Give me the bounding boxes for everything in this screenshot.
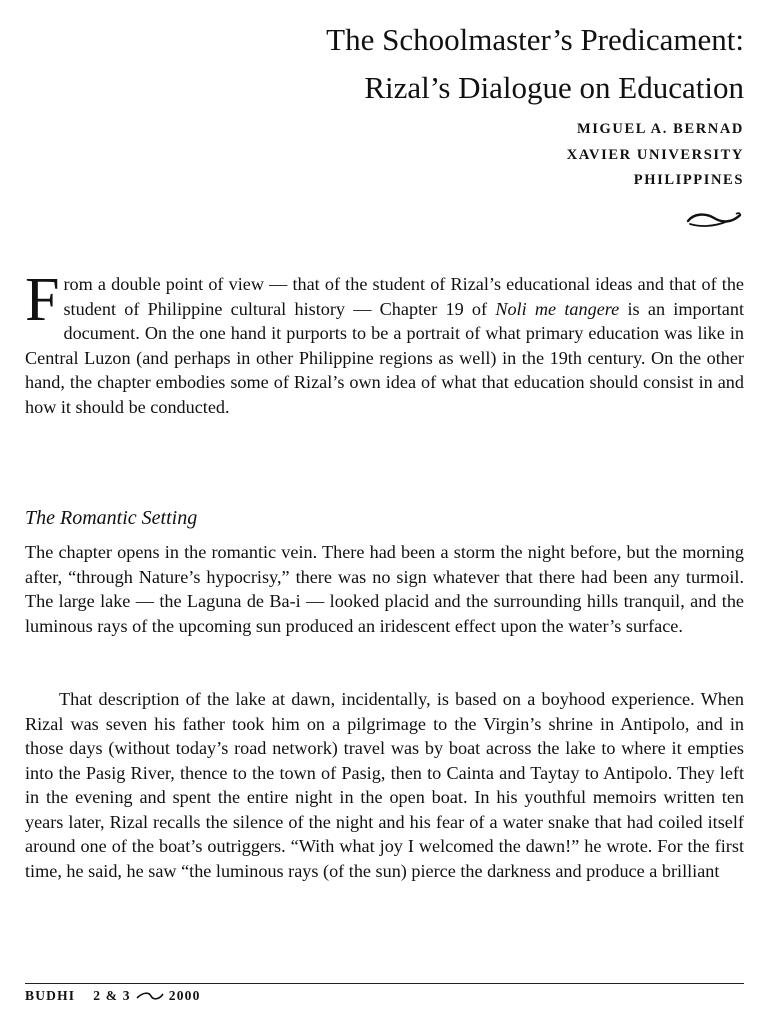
page-footer	[25, 988, 201, 1004]
intro-text-end: is an important document. On the one hand it purports to be a portrait of what primary education was like in Central Luzon (and perhaps in other Philippine regions as well) in the 19th century. On the other hand, the chapter embodies some of Rizal’s own idea of what that education should consist in and how it should be conducted.	[25, 298, 745, 417]
paragraph-text: The chapter opens in the romantic vein. There had been a storm the night before, but the morning after, “through Nature’s hypocrisy,” there was no sign whatever that there had been any turmoil. The large lake — the Laguna de Ba-i — looked placid and the surrounding hills tranquil, and the luminous rays of the upcoming sun produced an iridescent effect upon the water’s surface.	[25, 542, 744, 636]
issue-number: 2 & 3	[93, 988, 131, 1003]
section-heading: The Romantic Setting	[25, 507, 198, 529]
section-paragraph-1	[25, 540, 744, 638]
publication-year: 2000	[168, 988, 201, 1003]
intro-paragraph	[25, 266, 745, 419]
paragraph-text: That description of the lake at dawn, incidentally, is based on a boyhood experience. When Rizal was seven his father took him on a pilgrimage to the Virgin’s shrine in Antipolo, and in those days (without today’s road network) travel was by boat across the lake to where it empties into the Pasig River, thence to the town of Pasig, then to Cainta and Taytay to Antipolo. They left in the evening and spent the entire night in the open boat. In his youthful memoirs written ten years later, Rizal recalls the silence of the night and his fear of a water snake that had coiled itself around one of the boat’s outriggers. “With what joy I welcomed the dawn!” he wrote. For the first time, he said, he saw “the luminous rays (of the sun) pierce the darkness and produce a brilliant	[25, 689, 744, 881]
author-name: MIGUEL A. BERNAD	[577, 121, 744, 137]
drop-cap: F	[25, 266, 60, 334]
intro-text-start: rom a double point of view — that of the student of Rizal’s educational ideas and that of the student of Philippine cultural history — Chapter 19 of	[63, 274, 744, 319]
affiliation-university: XAVIER UNIVERSITY	[566, 146, 744, 163]
title-line-1: The Schoolmaster’s Predicament:	[326, 22, 744, 57]
byline	[567, 117, 744, 194]
footer-rule	[25, 983, 744, 984]
book-title: Noli me tangere	[495, 298, 620, 319]
flourish-ornament-icon	[684, 207, 744, 229]
affiliation-country: PHILIPPINES	[633, 172, 744, 188]
article-title	[326, 16, 744, 112]
section-paragraph-2	[25, 687, 744, 883]
title-line-2: Rizal’s Dialogue on Education	[364, 70, 744, 105]
journal-name: BUDHI	[25, 988, 76, 1003]
tilde-ornament-icon	[135, 991, 165, 1001]
